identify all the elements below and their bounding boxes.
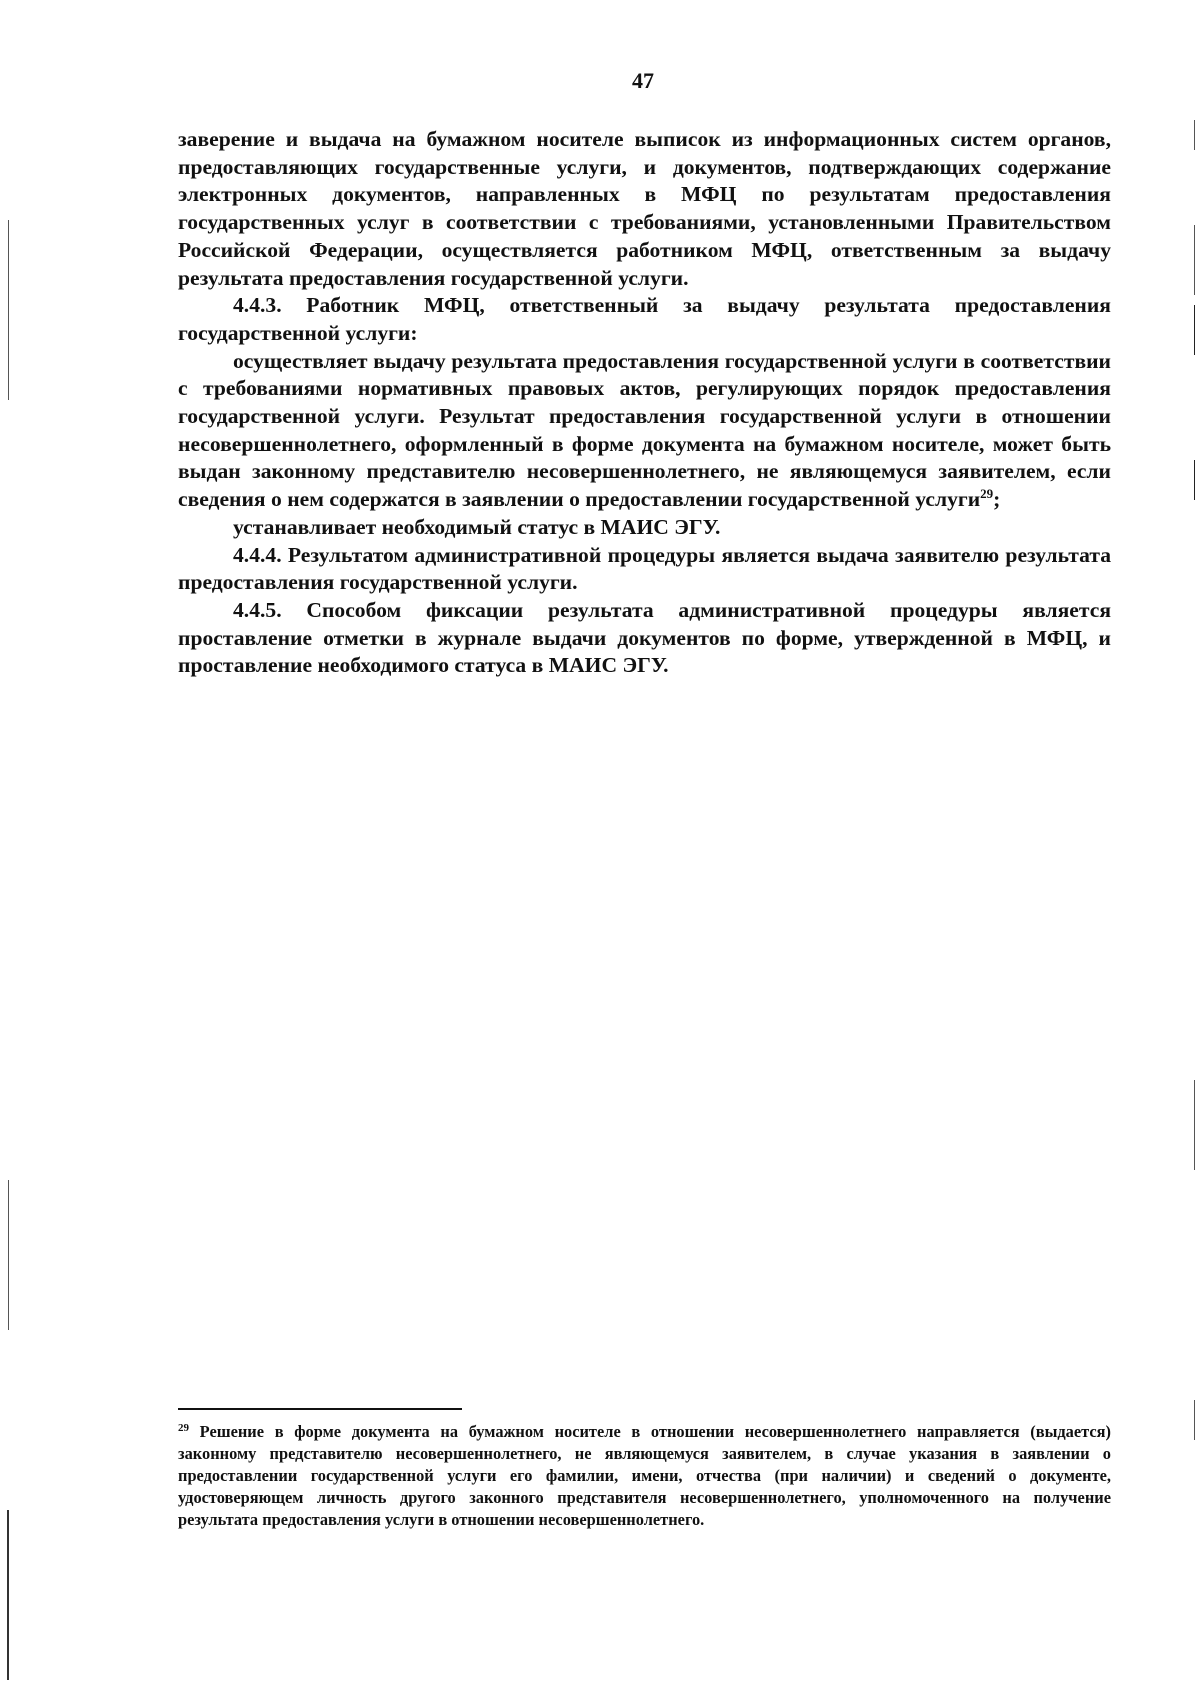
scan-edge-right-1 bbox=[1194, 120, 1195, 150]
paragraph-4-4-3: 4.4.3. Работник МФЦ, ответственный за выдачу результата предоставления государственной услуги: bbox=[178, 293, 1111, 345]
footnote-reference: 29 bbox=[980, 486, 994, 502]
scan-edge-right-5 bbox=[1194, 1080, 1195, 1170]
scan-edge-right-6 bbox=[1194, 1400, 1195, 1440]
footnote-separator bbox=[178, 1408, 462, 1410]
scan-edge-left-1 bbox=[8, 220, 9, 400]
footnote-marker: 29 bbox=[178, 1422, 189, 1434]
paragraph-4-4-4: 4.4.4. Результатом административной процедуры является выдача заявителю результата предоставления государственной услуги. bbox=[178, 542, 1111, 595]
scan-edge-right-2 bbox=[1194, 225, 1195, 295]
paragraph-issuance bbox=[178, 348, 1111, 514]
paragraph-4-4-5: 4.4.5. Способом фиксации результата административной процедуры является проставление отметки в журнале выдачи документов по форме, утвержденной в МФЦ, и проставление необходимого статуса в МАИС ЭГУ. bbox=[178, 597, 1111, 678]
footnote bbox=[178, 1421, 1111, 1531]
paragraph-status: устанавливает необходимый статус в МАИС ЭГУ. bbox=[233, 514, 721, 539]
page-number: 47 bbox=[632, 68, 654, 93]
paragraph-certification: заверение и выдача на бумажном носителе выписок из информационных систем органов, предоставляющих государственные услуги, и документов, подтверждающих содержание электронных документов, направленных в МФЦ по результатам предоставления государственных услуг в соответствии с требованиями, установленными Правительством Российской Федерации, осуществляется работником МФЦ, ответственным за выдачу результата предоставления государственной услуги. bbox=[178, 127, 1111, 290]
scan-edge-right-3 bbox=[1194, 305, 1195, 355]
scan-edge-left-3 bbox=[7, 1510, 9, 1680]
footnote-text: Решение в форме документа на бумажном носителе в отношении несовершеннолетнего направляется (выдается) законному представителю несовершеннолетнего, не являющемуся заявителем, в случае указания в заявлении о предоставлении государственной услуги его фамилии, имени, отчества (при наличии) и сведений о документе, удостоверяющем личность другого законного представителя несовершеннолетнего, уполномоченного на получение результата предоставления услуги в отношении несовершеннолетнего. bbox=[178, 1422, 1111, 1530]
scan-edge-right-4 bbox=[1194, 460, 1195, 500]
footnote-reference-trailing: ; bbox=[993, 487, 1001, 512]
scan-edge-left-2 bbox=[8, 1180, 9, 1330]
paragraph-issuance-text: осуществляет выдачу результата предоставления государственной услуги в соответствии с требованиями нормативных правовых актов, регулирующих порядок предоставления государственной услуги. Результат предоставления государственной услуги в отношении несовершеннолетнего, оформленный в форме документа на бумажном носителе, может быть выдан законному представителю несовершеннолетнего, не являющемуся заявителем, если сведения о нем содержатся в заявлении о предоставлении государственной услуги bbox=[178, 348, 1111, 512]
main-text bbox=[178, 126, 1111, 680]
